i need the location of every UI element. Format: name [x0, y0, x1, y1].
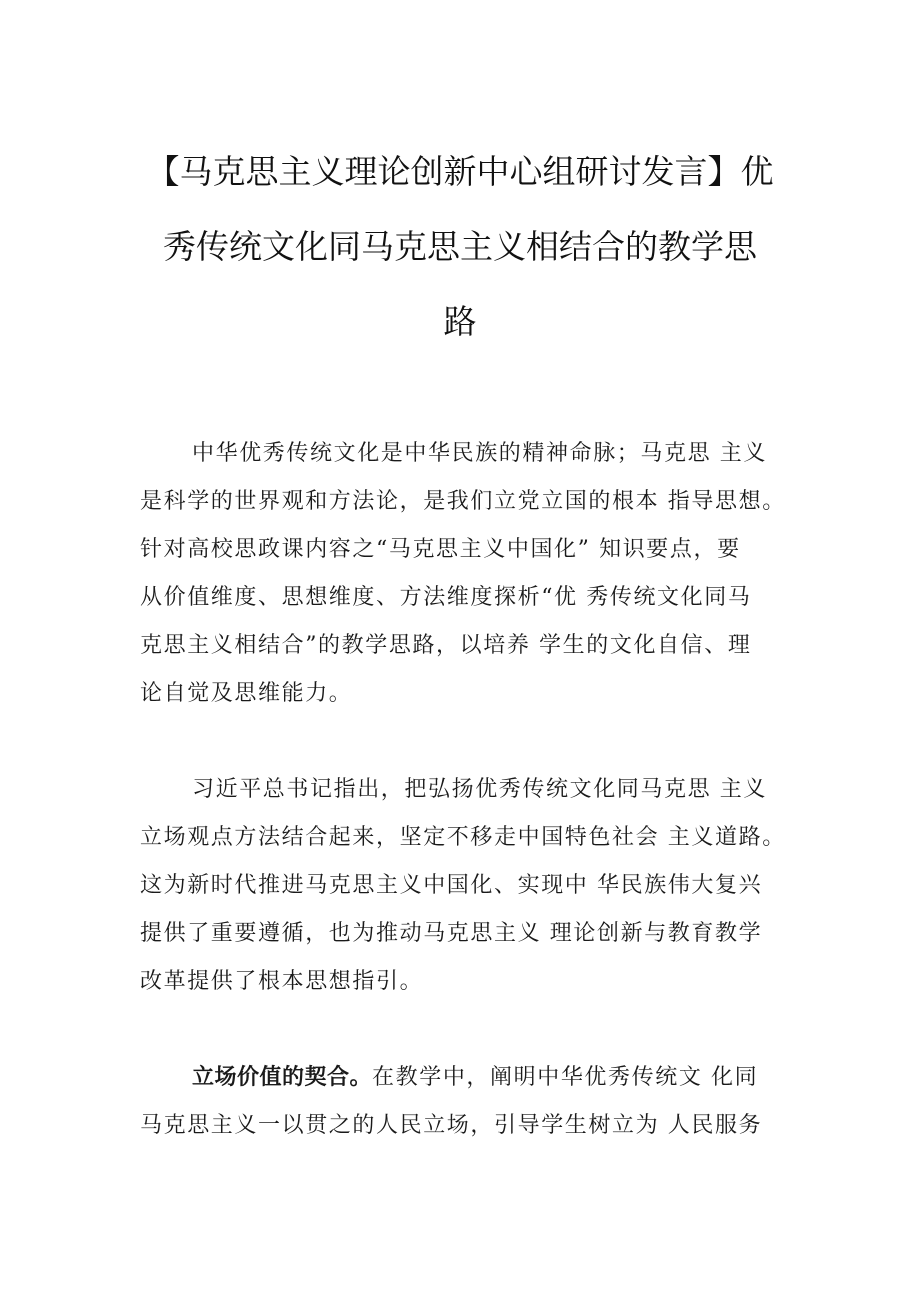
paragraph-3-text: 在教学中，阐明中华优秀传统文 化同	[372, 1065, 759, 1090]
paragraph-1-line: 中华优秀传统文化是中华民族的精神命脉；马克思 主义	[192, 441, 767, 466]
paragraph-2-line: 立场观点方法结合起来，坚定不移走中国特色社会 主义道路。	[140, 825, 786, 850]
paragraph-2-line: 提供了重要遵循，也为推动马克思主义 理论创新与教育教学	[140, 921, 763, 946]
paragraph-3-line	[192, 1060, 758, 1091]
paragraph-1-line: 针对高校思政课内容之“马克思主义中国化” 知识要点，要	[140, 537, 741, 562]
paragraph-2-line: 习近平总书记指出，把弘扬优秀传统文化同马克思 主义	[192, 777, 767, 802]
document-title-line-1: 【马克思主义理论创新中心组研讨发言】优	[146, 152, 774, 191]
section-heading: 立场价值的契合。	[192, 1065, 373, 1090]
paragraph-1-line: 从价值维度、思想维度、方法维度探析“优 秀传统文化同马	[140, 585, 752, 610]
paragraph-2-line: 这为新时代推进马克思主义中国化、实现中 华民族伟大复兴	[140, 873, 763, 898]
document-title-line-2: 秀传统文化同马克思主义相结合的教学思	[163, 227, 757, 266]
paragraph-1-line: 论自觉及思维能力。	[140, 681, 353, 706]
paragraph-1-line: 是科学的世界观和方法论，是我们立党立国的根本 指导思想。	[140, 489, 786, 514]
paragraph-3-line: 马克思主义一以贯之的人民立场，引导学生树立为 人民服务	[140, 1113, 763, 1138]
paragraph-2-line: 改革提供了根本思想指引。	[140, 969, 424, 994]
paragraph-1-line: 克思主义相结合”的教学思路，以培养 学生的文化自信、理	[140, 633, 752, 658]
document-title-line-3: 路	[443, 302, 477, 341]
